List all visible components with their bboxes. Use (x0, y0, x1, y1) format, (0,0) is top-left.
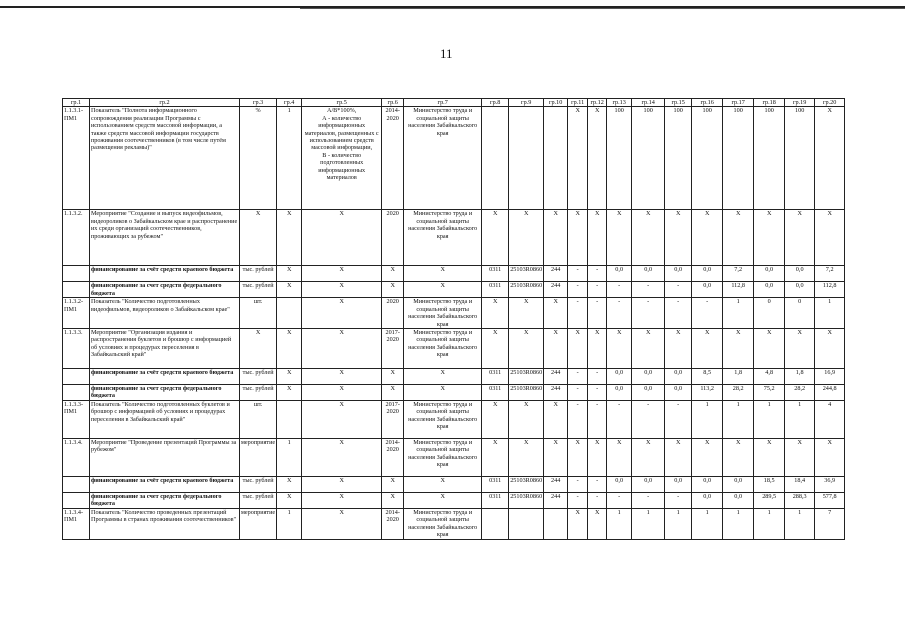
table-cell: 112,8 (815, 282, 845, 298)
table-cell: 244 (544, 369, 568, 385)
table-cell: X (568, 509, 588, 540)
header-cell: гр.9 (509, 99, 544, 107)
table-cell: 1 (607, 509, 632, 540)
table-cell: X (302, 298, 382, 329)
table-cell: 25103R0860 (509, 385, 544, 401)
table-cell: X (302, 210, 382, 266)
table-cell: 1 (723, 401, 754, 439)
table-cell: X (568, 329, 588, 369)
table-cell: 4,8 (754, 369, 785, 385)
header-cell: гр.19 (785, 99, 815, 107)
table-cell: X (302, 477, 382, 493)
table-cell: - (665, 298, 692, 329)
table-cell: тыс. рублей (240, 266, 277, 282)
table-cell: X (588, 439, 607, 477)
table-cell: - (588, 266, 607, 282)
table-cell: 36,9 (815, 477, 845, 493)
table-cell: X (277, 210, 302, 266)
table-cell: 244 (544, 493, 568, 509)
header-cell: гр.7 (404, 99, 482, 107)
table-row (63, 298, 845, 329)
table-cell: 0,0 (754, 266, 785, 282)
table-cell: 8,5 (692, 369, 723, 385)
table-cell: X (240, 329, 277, 369)
table-cell: % (240, 107, 277, 210)
table-cell (277, 401, 302, 439)
table-cell: 577,8 (815, 493, 845, 509)
table-cell: X (665, 210, 692, 266)
table-cell: X (607, 329, 632, 369)
table-cell: 0,0 (632, 477, 665, 493)
table-cell: X (404, 282, 482, 298)
table-cell: 1 (723, 509, 754, 540)
table-cell: 0,0 (723, 493, 754, 509)
financing-row (63, 266, 845, 282)
table-cell: Министерство труда и социальной защиты населения Забайкальского края (404, 329, 482, 369)
table-cell: - (568, 298, 588, 329)
row-description-cell: финансирование за счёт средств краевого бюджета (90, 369, 240, 385)
row-code-cell (63, 266, 90, 282)
table-cell: 244 (544, 282, 568, 298)
table-cell: - (665, 401, 692, 439)
financing-row (63, 477, 845, 493)
table-cell: - (607, 493, 632, 509)
table-cell: X (607, 439, 632, 477)
table-cell: X (277, 369, 302, 385)
financing-row (63, 385, 845, 401)
table-cell: X (723, 439, 754, 477)
table-cell: X (277, 266, 302, 282)
table-cell: - (568, 385, 588, 401)
table-cell: X (277, 282, 302, 298)
table-cell: 1 (754, 401, 785, 439)
table-cell: X (509, 210, 544, 266)
table-cell (509, 107, 544, 210)
table-cell: X (632, 439, 665, 477)
table-cell: X (815, 107, 845, 210)
table-cell: - (588, 282, 607, 298)
table-cell: X (665, 439, 692, 477)
table-cell: X (568, 210, 588, 266)
header-cell: гр.14 (632, 99, 665, 107)
table-cell: - (588, 401, 607, 439)
table-cell: 100 (692, 107, 723, 210)
table-cell: X (302, 282, 382, 298)
table-cell: 1 (692, 509, 723, 540)
table-cell: - (588, 385, 607, 401)
header-cell: гр.6 (382, 99, 404, 107)
table-cell: Министерство труда и социальной защиты населения Забайкальского края (404, 107, 482, 210)
row-code-cell (63, 493, 90, 509)
row-code-cell: 1.1.3.1-ПМ1 (63, 107, 90, 210)
table-cell: X (404, 369, 482, 385)
table-cell: X (754, 210, 785, 266)
table-cell: 28,2 (785, 385, 815, 401)
table-cell: X (607, 210, 632, 266)
table-cell: 0,0 (692, 477, 723, 493)
table-cell: 100 (632, 107, 665, 210)
table-cell: X (302, 329, 382, 369)
table-cell: X (815, 439, 845, 477)
table-cell: 25103R0860 (509, 369, 544, 385)
table-cell: X (754, 329, 785, 369)
table-cell: 1 (665, 509, 692, 540)
table-cell: тыс. рублей (240, 477, 277, 493)
table-cell: 1,8 (723, 369, 754, 385)
table-cell: 0,0 (754, 282, 785, 298)
row-description-cell: Мероприятие "Создание и выпуск видеофильмов, видеороликов о Забайкальском крае и распространение их среди организаций соотечественников, проживающих за рубежом" (90, 210, 240, 266)
table-row (63, 401, 845, 439)
table-cell: 0,0 (723, 477, 754, 493)
table-cell: 100 (607, 107, 632, 210)
table-cell: X (404, 493, 482, 509)
table-cell: X (482, 439, 509, 477)
table-row (63, 107, 845, 210)
table-cell: 288,3 (785, 493, 815, 509)
table-cell: 1 (277, 439, 302, 477)
table-cell: 0311 (482, 282, 509, 298)
table-cell: Министерство труда и социальной защиты населения Забайкальского края (404, 401, 482, 439)
table-cell: X (382, 369, 404, 385)
financing-row (63, 369, 845, 385)
table-cell: 0,0 (632, 369, 665, 385)
table-cell: 0,0 (692, 493, 723, 509)
table-cell: - (588, 477, 607, 493)
table-cell: 0,0 (665, 477, 692, 493)
table-cell: шт. (240, 298, 277, 329)
table-cell: 18,5 (754, 477, 785, 493)
table-cell: 25103R0860 (509, 266, 544, 282)
table-cell: 100 (665, 107, 692, 210)
header-cell: гр.1 (63, 99, 90, 107)
table-cell: 289,5 (754, 493, 785, 509)
table-row (63, 210, 845, 266)
page-number: 11 (440, 46, 453, 61)
header-cell: гр.17 (723, 99, 754, 107)
row-description-cell: Показатель "Количество подготовленных видеофильмов, видеороликов о Забайкальском крае" (90, 298, 240, 329)
table-cell: X (382, 493, 404, 509)
table-cell: Министерство труда и социальной защиты населения Забайкальского края (404, 210, 482, 266)
table-cell: X (588, 210, 607, 266)
table-cell: 25103R0860 (509, 282, 544, 298)
table-cell: - (632, 493, 665, 509)
table-cell: X (509, 401, 544, 439)
table-cell: 0311 (482, 266, 509, 282)
table-cell: - (568, 477, 588, 493)
table-cell: 2020 (382, 298, 404, 329)
row-description-cell: финансирование за счет средств федерального бюджета (90, 385, 240, 401)
row-code-cell (63, 385, 90, 401)
table-cell: тыс. рублей (240, 282, 277, 298)
header-cell: гр.16 (692, 99, 723, 107)
table-cell: 25103R0860 (509, 493, 544, 509)
table-cell: X (568, 107, 588, 210)
table-cell: X (509, 439, 544, 477)
table-cell: X (277, 477, 302, 493)
table-cell: тыс. рублей (240, 385, 277, 401)
table-cell: 0 (754, 298, 785, 329)
table-cell: X (815, 210, 845, 266)
table-cell: X (302, 266, 382, 282)
table-cell: шт. (240, 401, 277, 439)
table-cell: 7 (815, 509, 845, 540)
table-cell: 0,0 (665, 369, 692, 385)
table-cell: X (302, 509, 382, 540)
row-description-cell: Мероприятие "Проведение презентаций Программы за рубежом" (90, 439, 240, 477)
table-cell: X (815, 329, 845, 369)
row-description-cell: финансирование за счёт средств краевого бюджета (90, 266, 240, 282)
table-cell: X (509, 329, 544, 369)
header-cell: гр.15 (665, 99, 692, 107)
table-cell: X (544, 329, 568, 369)
header-cell: гр.11 (568, 99, 588, 107)
table-cell: 0,0 (607, 369, 632, 385)
table-cell: - (632, 282, 665, 298)
table-cell: 75,2 (754, 385, 785, 401)
table-cell (544, 509, 568, 540)
row-description-cell: финансирование за счет средств федерального бюджета (90, 282, 240, 298)
table-cell: 100 (754, 107, 785, 210)
table-cell: 2014-2020 (382, 509, 404, 540)
table-cell: 1 (277, 509, 302, 540)
table-cell: 1,8 (785, 369, 815, 385)
table-cell: 1 (723, 298, 754, 329)
table-cell: X (382, 282, 404, 298)
row-description-cell: Показатель "Количество подготовленных буклетов и брошюр с информацией об условиях и процедурах переселения в Забайкальский край" (90, 401, 240, 439)
table-cell: 0,0 (665, 385, 692, 401)
table-cell: Министерство труда и социальной защиты населения Забайкальского края (404, 298, 482, 329)
table-cell: - (568, 493, 588, 509)
table-cell: X (632, 329, 665, 369)
table-cell: X (302, 385, 382, 401)
table-cell: 4 (815, 401, 845, 439)
row-code-cell (63, 282, 90, 298)
table-cell: 2017-2020 (382, 401, 404, 439)
table-cell: X (277, 329, 302, 369)
table-cell: 244 (544, 385, 568, 401)
row-code-cell: 1.1.3.2. (63, 210, 90, 266)
table-cell: - (632, 298, 665, 329)
row-code-cell (63, 369, 90, 385)
table-cell: - (568, 282, 588, 298)
table-cell: X (240, 210, 277, 266)
table-cell: X (302, 401, 382, 439)
financing-row (63, 282, 845, 298)
table-cell (482, 509, 509, 540)
table-cell: 0 (785, 298, 815, 329)
table-cell: 0311 (482, 493, 509, 509)
row-code-cell: 1.1.3.3-ПМ1 (63, 401, 90, 439)
table-cell: мероприятие (240, 439, 277, 477)
table-cell: 0,0 (665, 266, 692, 282)
table-cell: 7,2 (723, 266, 754, 282)
table-cell: 0,0 (785, 266, 815, 282)
table-cell: X (404, 477, 482, 493)
financing-row (63, 493, 845, 509)
table-cell: X (302, 493, 382, 509)
table-header-row (63, 99, 845, 107)
table-cell: - (692, 298, 723, 329)
table-cell: 0311 (482, 369, 509, 385)
table-cell: - (588, 369, 607, 385)
table-cell (277, 298, 302, 329)
table-cell: - (632, 401, 665, 439)
table-cell: X (544, 298, 568, 329)
table-cell: 0,0 (632, 385, 665, 401)
table-cell: 112,8 (723, 282, 754, 298)
table-cell: 2020 (382, 210, 404, 266)
table-cell: - (607, 282, 632, 298)
table-cell: 1 (815, 298, 845, 329)
table-cell: X (692, 210, 723, 266)
table-row (63, 439, 845, 477)
table-cell: 16,9 (815, 369, 845, 385)
table-cell: - (568, 401, 588, 439)
table-cell: X (723, 329, 754, 369)
table-cell: 0,0 (785, 282, 815, 298)
table-cell: X (588, 509, 607, 540)
table-cell: 0311 (482, 385, 509, 401)
program-activities-table (62, 98, 845, 540)
row-description-cell: финансирование за счёт средств краевого бюджета (90, 477, 240, 493)
header-cell: гр.8 (482, 99, 509, 107)
row-description-cell: Показатель "Полнота информационного сопровождения реализации Программы с использованием средств массовой информации, а также средств массовой информации государств проживания соотечественников (в том числе путём размещения рекламы)" (90, 107, 240, 210)
table-cell: - (588, 298, 607, 329)
table-cell: мероприятие (240, 509, 277, 540)
table-cell: 1 (754, 509, 785, 540)
table-cell: 7,2 (815, 266, 845, 282)
row-code-cell: 1.1.3.4. (63, 439, 90, 477)
table-cell: Министерство труда и социальной защиты населения Забайкальского края (404, 439, 482, 477)
table-cell: - (665, 282, 692, 298)
table-cell: 0,0 (607, 385, 632, 401)
table-cell: X (382, 385, 404, 401)
table-cell: X (632, 210, 665, 266)
table-cell: X (277, 493, 302, 509)
table-cell: X (588, 107, 607, 210)
table-row (63, 509, 845, 540)
table-cell: X (723, 210, 754, 266)
header-cell: гр.4 (277, 99, 302, 107)
table-cell (544, 107, 568, 210)
table-cell: тыс. рублей (240, 493, 277, 509)
table-cell: 244,8 (815, 385, 845, 401)
table-cell: 100 (785, 107, 815, 210)
table-cell: - (588, 493, 607, 509)
table-cell: тыс. рублей (240, 369, 277, 385)
table-cell: 0,0 (692, 282, 723, 298)
table-cell: Министерство труда и социальной защиты населения Забайкальского края (404, 509, 482, 540)
table-cell (482, 107, 509, 210)
table-cell: 1 (785, 509, 815, 540)
row-code-cell (63, 477, 90, 493)
table-cell: 28,2 (723, 385, 754, 401)
row-description-cell: Мероприятие "Организация издания и распространения буклетов и брошюр с информацией об условиях и процедурах переселения в Забайкальский край" (90, 329, 240, 369)
header-cell: гр.2 (90, 99, 240, 107)
table-cell: - (607, 401, 632, 439)
table-cell: X (785, 329, 815, 369)
table-cell: 0,0 (607, 266, 632, 282)
row-description-cell: финансирование за счет средств федерального бюджета (90, 493, 240, 509)
table-cell: X (302, 439, 382, 477)
header-cell: гр.18 (754, 99, 785, 107)
table-cell: X (382, 477, 404, 493)
table-cell: 1 (785, 401, 815, 439)
table-cell: 0,0 (607, 477, 632, 493)
table-cell: X (692, 439, 723, 477)
table-cell: А/В*100%, А - количество информационных материалов, размещенных с использованием средств массовой информации, В - количество подготовленных информационных материалов (302, 107, 382, 210)
table-cell: X (404, 266, 482, 282)
header-cell: гр.20 (815, 99, 845, 107)
row-code-cell: 1.1.3.2-ПМ1 (63, 298, 90, 329)
table-cell: 2014-2020 (382, 107, 404, 210)
table-cell: X (665, 329, 692, 369)
header-cell: гр.10 (544, 99, 568, 107)
table-cell: X (692, 329, 723, 369)
table-cell: X (754, 439, 785, 477)
table-cell: 244 (544, 477, 568, 493)
table-cell: X (588, 329, 607, 369)
table-cell: X (509, 298, 544, 329)
table-cell: 113,2 (692, 385, 723, 401)
table-cell: X (302, 369, 382, 385)
table-cell: X (544, 210, 568, 266)
table-cell: 0,0 (692, 266, 723, 282)
table-cell: X (404, 385, 482, 401)
table-cell: 100 (723, 107, 754, 210)
table-cell: X (482, 329, 509, 369)
table-cell: X (482, 210, 509, 266)
table-cell: 18,4 (785, 477, 815, 493)
table-cell (509, 509, 544, 540)
table-cell: - (665, 493, 692, 509)
table-cell: 2014-2020 (382, 439, 404, 477)
header-cell: гр.12 (588, 99, 607, 107)
table-cell: 0311 (482, 477, 509, 493)
table-cell: 0,0 (632, 266, 665, 282)
table-cell: X (544, 439, 568, 477)
table-cell: X (382, 266, 404, 282)
header-cell: гр.13 (607, 99, 632, 107)
table-cell: X (277, 385, 302, 401)
table-cell: X (785, 210, 815, 266)
table-cell: X (785, 439, 815, 477)
table-cell: 1 (692, 401, 723, 439)
table-cell: X (482, 298, 509, 329)
table-cell: X (482, 401, 509, 439)
table-cell: - (568, 266, 588, 282)
table-cell: 25103R0860 (509, 477, 544, 493)
table-cell: - (568, 369, 588, 385)
row-code-cell: 1.1.3.3. (63, 329, 90, 369)
header-cell: гр.3 (240, 99, 277, 107)
table-cell: 244 (544, 266, 568, 282)
table-cell: 2017-2020 (382, 329, 404, 369)
row-description-cell: Показатель "Количество проведенных презентаций Программы в странах проживания соотечественников" (90, 509, 240, 540)
row-code-cell: 1.1.3.4-ПМ1 (63, 509, 90, 540)
table-cell: X (544, 401, 568, 439)
table-cell: 1 (632, 509, 665, 540)
table-cell: X (568, 439, 588, 477)
scan-top-border-secondary (300, 8, 905, 9)
table-row (63, 329, 845, 369)
header-cell: гр.5 (302, 99, 382, 107)
table-cell: 1 (277, 107, 302, 210)
table-cell: - (607, 298, 632, 329)
